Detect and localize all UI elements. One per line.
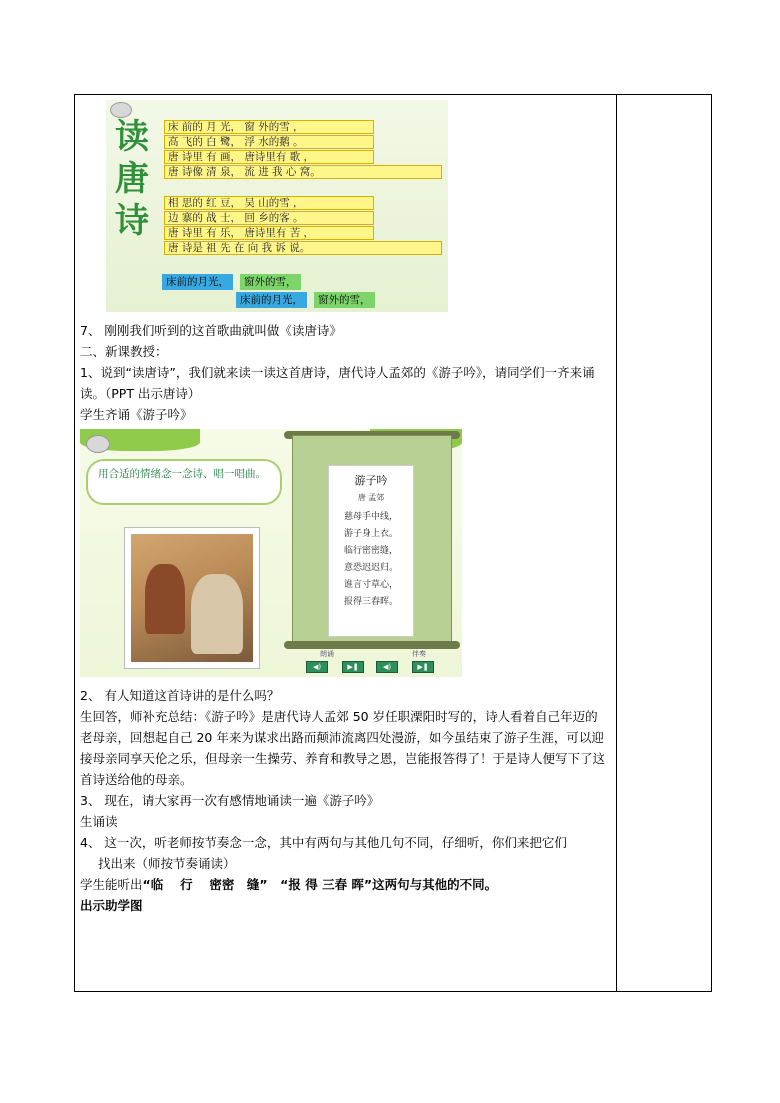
slide-read-tang-poems — [106, 100, 448, 312]
pause-accompany-button[interactable]: ▶❚ — [412, 661, 434, 673]
lyric-line: 唐 诗里 有 乐， 唐诗里有 苦 ， — [164, 226, 374, 240]
paragraph: 学生齐诵《游子吟》 — [80, 407, 193, 422]
speaker-icon — [86, 435, 110, 453]
lyric-line: 相 思的 红 豆， 吴 山的雪 ， — [164, 196, 374, 210]
play-recite-button[interactable]: ◀) — [306, 661, 328, 673]
lyric-line: 边 寨的 战 士， 回 乡的客 。 — [164, 211, 374, 225]
poem-line: 慈母手中线， — [343, 512, 398, 522]
poem-card — [328, 465, 414, 637]
play-accompany-button[interactable]: ◀) — [376, 661, 398, 673]
paragraph: 4、 这一次，听老师按节奏念一念，其中有两句与其他几句不同，仔细听，你们来把它们 — [80, 835, 567, 850]
lyric-line: 唐 诗里 有 画， 唐诗里有 歌 ， — [164, 150, 374, 164]
title-char: 唐 — [115, 159, 149, 199]
illustration-mother-son — [124, 527, 260, 669]
poem-title: 游子吟 — [354, 474, 388, 487]
paragraph — [80, 874, 610, 895]
section-heading: 二、新课教授： — [80, 344, 168, 359]
slide-youziyin — [80, 429, 462, 677]
poem-line: 意恐迟迟归。 — [343, 563, 398, 573]
lyric-line: 床 前的 月 光， 窗 外的雪 ， — [164, 120, 374, 134]
lyric-pill-green: 窗外的雪， — [314, 292, 375, 308]
lyric-line: 唐 诗像 清 泉， 流 进 我 心 窝。 — [164, 165, 442, 179]
lyric-line: 唐 诗是 祖 先 在 向 我 诉 说。 — [164, 241, 442, 255]
paragraph: 1、说到“读唐诗”，我们就来读一读这首唐诗，唐代诗人孟郊的《游子吟》，请同学们一齐来诵读。（PPT 出示唐诗） — [80, 365, 595, 401]
paragraph: 生诵读 — [80, 814, 118, 829]
poem-line: 报得三春晖。 — [343, 597, 398, 607]
mother-figure — [191, 574, 243, 654]
scroll-rod-bottom — [284, 641, 460, 649]
control-label-accompany: 伴奏 — [412, 650, 426, 658]
lyric-pill-blue: 床前的月光， — [162, 274, 233, 290]
paragraph: 2、 有人知道这首诗讲的是什么吗？ — [80, 688, 280, 703]
paragraph: 找出来（师按节奏诵读） — [98, 856, 236, 871]
lyric-line: 高 飞的 白 鹭， 浮 水的鹅 。 — [164, 135, 374, 149]
paragraph-prefix: 学生能听出 — [80, 877, 143, 892]
lesson-content — [80, 100, 610, 916]
paragraph: 3、 现在，请大家再一次有感情地诵读一遍《游子吟》 — [80, 793, 380, 808]
paragraph: 出示助学图 — [80, 898, 143, 913]
speech-bubble: 用合适的情绪念一念诗、唱一唱曲。 — [86, 459, 282, 505]
slide-title — [112, 116, 152, 242]
pause-recite-button[interactable]: ▶❚ — [342, 661, 364, 673]
paragraph: 7、 刚刚我们听到的这首歌曲就叫做《读唐诗》 — [80, 323, 342, 338]
highlighted-lines: “临 行 密密 缝” “报 得 三春 晖”这两句与其他的不同。 — [142, 877, 498, 892]
paragraph: 生回答，师补充总结：《游子吟》是唐代诗人孟郊 50 岁任职溧阳时写的，诗人看着自己年迈的老母亲，回想起自己 20 年来为谋求出路而颠沛流离四处漫游，如今虽结束了游子生涯，可以迎接母亲同享天伦之乐，但母亲一生操劳、养育和教导之恩，岂能报答得了！于是诗人便写下了这首诗送给他的母亲。 — [80, 709, 606, 787]
lyric-pill-green: 窗外的雪， — [240, 274, 301, 290]
poem-line: 游子身上衣。 — [343, 529, 398, 539]
title-char: 读 — [115, 117, 149, 157]
son-figure — [145, 564, 185, 634]
lyric-pill-blue: 床前的月光， — [236, 292, 307, 308]
poem-author: 唐 孟郊 — [357, 493, 385, 502]
title-char: 诗 — [115, 201, 149, 241]
poem-line: 临行密密缝， — [343, 546, 398, 556]
poem-line: 谁言寸草心， — [343, 580, 398, 590]
control-label-recite: 朗诵 — [320, 650, 334, 658]
table-column-divider — [616, 94, 617, 992]
